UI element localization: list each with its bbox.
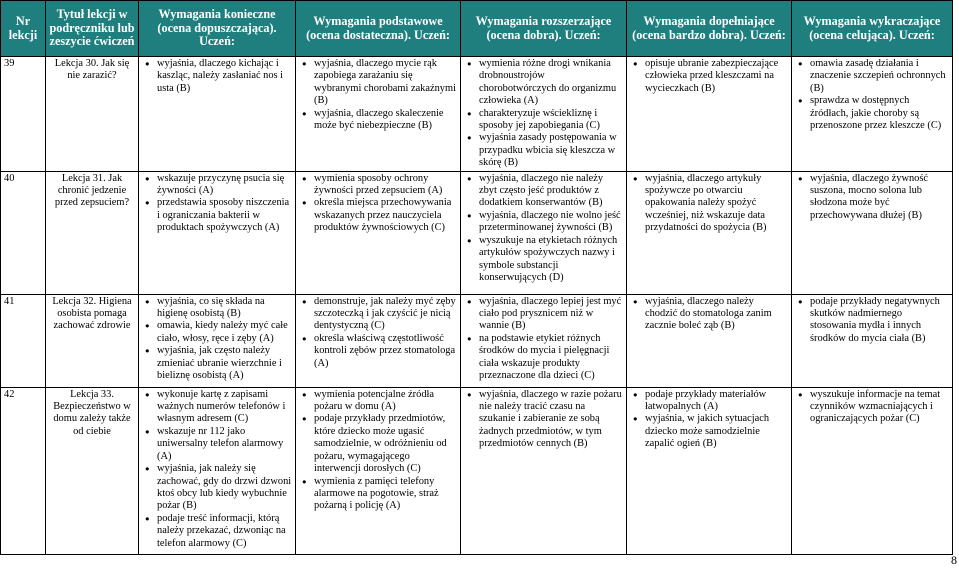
header-title: Tytuł lekcji w podręczniku lub zeszycie ćwiczeń: [46, 1, 139, 57]
table-row: [1, 387, 953, 554]
requirement-item: ● demonstruje, jak należy myć zęby szczoteczką i jak czyścić je nicią dentystyczną (C): [314, 296, 457, 333]
requirement-item: ● wyjaśnia, dlaczego artykuły spożywcze po otwarciu opakowania należy spożyć wcześniej, niż wskazuje data przydatności do spożycia (B): [645, 173, 788, 235]
requirement-item: ● określa miejsca przechowywania wskazanych przez nauczyciela produktów żywnościowych (C): [314, 197, 457, 234]
requirement-item: ● podaje treść informacji, którą należy przekazać, dzwoniąc na telefon alarmowy (C): [157, 513, 292, 550]
requirement-item: ● wyjaśnia zasady postępowania w przypadku wbicia się kleszcza w skórę (B): [479, 132, 623, 169]
requirement-cell: [792, 387, 953, 554]
requirement-item: ● wyjaśnia, dlaczego nie wolno jeść przeterminowanej żywności (B): [479, 210, 623, 235]
requirement-cell: [461, 171, 627, 294]
lesson-title: Lekcja 32. Higiena osobista pomaga zachować zdrowie: [46, 294, 139, 387]
requirement-list: [464, 58, 623, 170]
header-rozszerzajace: Wymagania rozszerzające (ocena dobra). Uczeń:: [461, 1, 627, 57]
requirement-cell: [792, 57, 953, 172]
lesson-number: 41: [1, 294, 46, 387]
table-row: [1, 57, 953, 172]
requirement-item: ● wyjaśnia, co się składa na higienę osobistą (B): [157, 296, 292, 321]
requirement-cell: [627, 57, 792, 172]
requirement-list: [630, 389, 788, 451]
requirement-item: ● wyjaśnia, w jakich sytuacjach dziecko może samodzielnie zapalić ogień (B): [645, 413, 788, 450]
header-row: [1, 1, 953, 57]
requirement-cell: [296, 387, 461, 554]
requirement-cell: [139, 294, 296, 387]
requirement-cell: [627, 294, 792, 387]
requirement-list: [299, 296, 457, 370]
requirement-item: ● określa właściwą częstotliwość kontroli zębów przez stomatologa (A): [314, 333, 457, 370]
requirement-item: ● wyjaśnia, dlaczego żywność suszona, mocno solona lub słodzona może być przechowywana dłużej (B): [810, 173, 949, 223]
requirement-cell: [461, 57, 627, 172]
lesson-number: 42: [1, 387, 46, 554]
requirement-list: [630, 173, 788, 235]
requirement-item: ● wyjaśnia, jak często należy zmieniać ubranie wierzchnie i bieliznę osobistą (A): [157, 345, 292, 382]
requirement-list: [795, 173, 949, 223]
requirement-list: [630, 296, 788, 333]
requirement-item: ● omawia zasadę działania i znaczenie szczepień ochronnych (B): [810, 58, 949, 95]
requirement-list: [299, 58, 457, 132]
table-row: [1, 294, 953, 387]
requirement-item: ● wymienia różne drogi wnikania drobnoustrojów chorobotwórczych do organizmu człowieka (A): [479, 58, 623, 108]
requirement-item: ● wyjaśnia, dlaczego mycie rąk zapobiega zarażaniu się wybranymi chorobami zakaźnymi (B): [314, 58, 457, 108]
requirement-list: [142, 389, 292, 550]
requirement-cell: [792, 294, 953, 387]
lesson-title: Lekcja 30. Jak się nie zarazić?: [46, 57, 139, 172]
requirement-list: [630, 58, 788, 95]
requirement-item: ● wskazuje przyczynę psucia się żywności (A): [157, 173, 292, 198]
requirement-list: [299, 389, 457, 513]
header-podstawowe: Wymagania podstawowe (ocena dostateczna). Uczeń:: [296, 1, 461, 57]
requirement-cell: [461, 387, 627, 554]
requirement-item: ● sprawdza w dostępnych źródłach, jakie choroby są przenoszone przez kleszcze (C): [810, 95, 949, 132]
requirement-cell: [296, 171, 461, 294]
header-wykraczajace: Wymagania wykraczające (ocena celująca). Uczeń:: [792, 1, 953, 57]
requirement-item: ● wyjaśnia, jak należy się zachować, gdy do drzwi dzwoni ktoś obcy lub kiedy wybuchnie pożar (B): [157, 463, 292, 513]
requirement-item: ● podaje przykłady materiałów łatwopalnych (A): [645, 389, 788, 414]
requirement-cell: [461, 294, 627, 387]
requirement-item: ● wymienia sposoby ochrony żywności przed zepsuciem (A): [314, 173, 457, 198]
requirement-list: [142, 296, 292, 383]
requirement-item: ● wyjaśnia, dlaczego w razie pożaru nie należy tracić czasu na szukanie i zabieranie ze sobą żadnych przedmiotów, w tym przedmiotów cennych (B): [479, 389, 623, 451]
requirement-cell: [139, 57, 296, 172]
requirement-item: ● na podstawie etykiet różnych środków do mycia i pielęgnacji ciała wskazuje produkty przeznaczone dla dzieci (C): [479, 333, 623, 383]
requirement-item: ● przedstawia sposoby niszczenia i ograniczania bakterii w produktach spożywczych (A): [157, 197, 292, 234]
requirement-list: [464, 173, 623, 285]
requirement-item: ● opisuje ubranie zabezpieczające człowieka przed kleszczami na wycieczkach (B): [645, 58, 788, 95]
lesson-number: 39: [1, 57, 46, 172]
requirement-cell: [792, 171, 953, 294]
requirement-item: ● wskazuje nr 112 jako uniwersalny telefon alarmowy (A): [157, 426, 292, 463]
requirement-cell: [296, 57, 461, 172]
requirement-cell: [139, 387, 296, 554]
requirement-item: ● wykonuje kartę z zapisami ważnych numerów telefonów i własnym adresem (C): [157, 389, 292, 426]
requirement-item: ● wymienia potencjalne źródła pożaru w domu (A): [314, 389, 457, 414]
requirement-cell: [296, 294, 461, 387]
requirement-cell: [139, 171, 296, 294]
requirement-item: ● podaje przykłady przedmiotów, które dziecko może ugasić samodzielnie, w odróżnieniu od pożaru, wymagającego interwencji dorosłych (C): [314, 413, 457, 475]
requirement-list: [795, 58, 949, 132]
requirement-item: ● wyjaśnia, dlaczego kichając i kaszląc, należy zasłaniać nos i usta (B): [157, 58, 292, 95]
requirement-item: ● podaje przykłady negatywnych skutków nadmiernego stosowania mydła i innych środków do mycia ciała (B): [810, 296, 949, 346]
requirement-item: ● omawia, kiedy należy myć całe ciało, włosy, ręce i zęby (A): [157, 320, 292, 345]
header-konieczne: Wymagania konieczne (ocena dopuszczająca). Uczeń:: [139, 1, 296, 57]
requirement-list: [795, 296, 949, 346]
requirement-list: [142, 58, 292, 95]
requirement-item: ● wyjaśnia, dlaczego nie należy zbyt często jeść produktów z dodatkiem konserwantów (B): [479, 173, 623, 210]
requirement-item: ● charakteryzuje wściekliznę i sposoby jej zapobiegania (C): [479, 108, 623, 133]
lesson-title: Lekcja 33. Bezpieczeństwo w domu zależy także od ciebie: [46, 387, 139, 554]
requirement-list: [142, 173, 292, 235]
requirement-cell: [627, 171, 792, 294]
header-nr: Nr lekcji: [1, 1, 46, 57]
requirement-item: ● wyjaśnia, dlaczego należy chodzić do stomatologa zanim zacznie boleć ząb (B): [645, 296, 788, 333]
requirement-cell: [627, 387, 792, 554]
requirement-item: ● wymienia z pamięci telefony alarmowe na pogotowie, straż pożarną i policję (A): [314, 476, 457, 513]
requirement-list: [464, 389, 623, 451]
page-number: 8: [951, 553, 957, 567]
requirement-item: ● wyszukuje informacje na temat czynników wzmacniających i ograniczających pożar (C): [810, 389, 949, 426]
requirement-item: ● wyjaśnia, dlaczego lepiej jest myć ciało pod prysznicem niż w wannie (B): [479, 296, 623, 333]
requirement-item: ● wyjaśnia, dlaczego skaleczenie może być niebezpieczne (B): [314, 108, 457, 133]
lesson-title: Lekcja 31. Jak chronić jedzenie przed zepsuciem?: [46, 171, 139, 294]
table-row: [1, 171, 953, 294]
lesson-number: 40: [1, 171, 46, 294]
requirement-list: [795, 389, 949, 426]
requirement-item: ● wyszukuje na etykietach różnych artykułów spożywczych nazwy i symbole substancji konserwujących (D): [479, 235, 623, 285]
requirement-list: [464, 296, 623, 383]
requirement-list: [299, 173, 457, 235]
header-dopelniajace: Wymagania dopełniające (ocena bardzo dobra). Uczeń:: [627, 1, 792, 57]
